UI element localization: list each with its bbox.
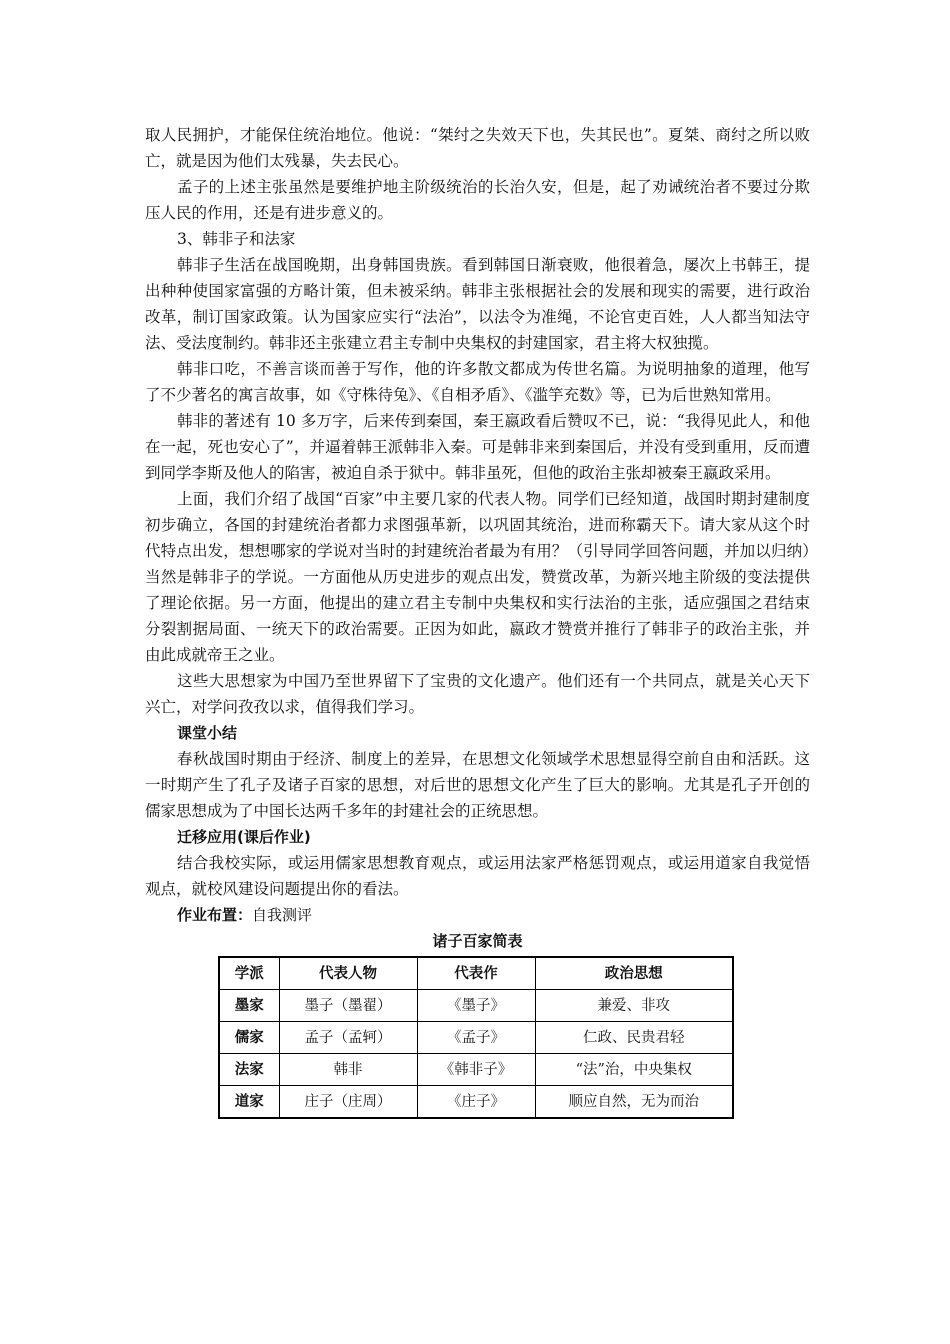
summary-text: 春秋战国时期由于经济、制度上的差异，在思想文化领域学术思想显得空前自由和活跃。这一时期产生了孔子及诸子百家的思想，对后世的思想文化产生了巨大的影响。尤其是孔子开创的儒家思想成为了中国长达两千多年的封建社会的正统思想。 bbox=[145, 750, 810, 820]
header-work: 代表作 bbox=[417, 957, 535, 990]
cell-representative: 庄子（庄周） bbox=[279, 1086, 417, 1119]
header-thought: 政治思想 bbox=[535, 957, 733, 990]
cell-representative: 墨子（墨翟） bbox=[279, 990, 417, 1022]
cell-school: 道家 bbox=[219, 1086, 279, 1119]
application-text: 结合我校实际，或运用儒家思想教育观点，或运用法家严格惩罚观点，或运用道家自我觉悟观点，就校风建设问题提出你的看法。 bbox=[145, 854, 810, 898]
cell-work: 《孟子》 bbox=[417, 1022, 535, 1054]
cell-thought: 仁政、民贵君轻 bbox=[535, 1022, 733, 1054]
paragraph-hanfei-writing: 韩非口吃，不善言谈而善于写作，他的许多散文都成为传世名篇。为说明抽象的道理，他写了不少著名的寓言故事，如《守株待兔》、《自相矛盾》、《滥竽充数》等，已为后世熟知常用。 bbox=[145, 360, 810, 404]
cell-work: 《韩非子》 bbox=[417, 1054, 535, 1086]
document-page bbox=[145, 122, 810, 1119]
table-row bbox=[219, 990, 733, 1022]
paragraph-hanfei-life: 韩非子生活在战国晚期，出身韩国贵族。看到韩国日渐衰败，他很着急，屡次上书韩王，提出种种使国家富强的方略计策，但未被采纳。韩非主张根据社会的发展和现实的需要，进行政治改革，制订国家政策。认为国家应实行“法治”，以法令为准绳，不论官吏百姓，人人都当知法守法、受法度制约。韩非还主张建立君主专制中央集权的封建国家，君主将大权独揽。 bbox=[145, 256, 810, 352]
cell-school: 儒家 bbox=[219, 1022, 279, 1054]
table-row bbox=[219, 1086, 733, 1119]
schools-table bbox=[218, 956, 734, 1119]
cell-work: 《庄子》 bbox=[417, 1086, 535, 1119]
homework-line bbox=[145, 902, 810, 928]
paragraph-hanfei-qin: 韩非的著述有 10 多万字，后来传到秦国，秦王嬴政看后赞叹不已，说：“我得见此人，和他在一起，死也安心了”，并逼着韩王派韩非入秦。可是韩非来到秦国后，并没有受到重用，反而遭到同学李斯及他人的陷害，被迫自杀于狱中。韩非虽死，但他的政治主张却被秦王嬴政采用。 bbox=[145, 412, 810, 482]
cell-thought: 顺应自然，无为而治 bbox=[535, 1086, 733, 1119]
paragraph-meng-continued: 取人民拥护，才能保住统治地位。他说：“桀纣之失效天下也，失其民也”。夏桀、商纣之所以败亡，就是因为他们太残暴，失去民心。 bbox=[145, 126, 810, 170]
summary-heading: 课堂小结 bbox=[177, 724, 238, 742]
cell-thought: “法”治，中央集权 bbox=[535, 1054, 733, 1086]
table-title: 诸子百家简表 bbox=[432, 932, 523, 950]
application-heading: 迁移应用(课后作业) bbox=[177, 828, 311, 846]
table-row bbox=[219, 1022, 733, 1054]
paragraph-legacy: 这些大思想家为中国乃至世界留下了宝贵的文化遗产。他们还有一个共同点，就是关心天下兴亡，对学问孜孜以求，值得我们学习。 bbox=[145, 672, 810, 716]
header-representative: 代表人物 bbox=[279, 957, 417, 990]
homework-text: 自我测评 bbox=[252, 906, 313, 924]
paragraph-discussion: 上面，我们介绍了战国“百家”中主要几家的代表人物。同学们已经知道，战国时期封建制度初步确立，各国的封建统治者都力求图强革新，以巩固其统治，进而称霸天下。请大家从这个时代特点出发，想想哪家的学说对当时的封建统治者最为有用？（引导同学回答问题，并加以归纳）当然是韩非子的学说。一方面他从历史进步的观点出发，赞赏改革，为新兴地主阶级的变法提供了理论依据。另一方面，他提出的建立君主专制中央集权和实行法治的主张，适应强国之君结束分裂割据局面、一统天下的政治需要。正因为如此，嬴政才赞赏并推行了韩非子的政治主张，并由此成就帝王之业。 bbox=[145, 490, 810, 664]
cell-school: 墨家 bbox=[219, 990, 279, 1022]
cell-school: 法家 bbox=[219, 1054, 279, 1086]
paragraph-meng-evaluation: 孟子的上述主张虽然是要维护地主阶级统治的长治久安，但是，起了劝诫统治者不要过分欺压人民的作用，还是有进步意义的。 bbox=[145, 178, 810, 222]
cell-representative: 孟子（孟轲） bbox=[279, 1022, 417, 1054]
cell-representative: 韩非 bbox=[279, 1054, 417, 1086]
section-heading-hanfei: 3、韩非子和法家 bbox=[177, 230, 296, 248]
homework-label: 作业布置： bbox=[177, 906, 253, 924]
table-row bbox=[219, 1054, 733, 1086]
table-header-row bbox=[219, 957, 733, 990]
header-school: 学派 bbox=[219, 957, 279, 990]
cell-thought: 兼爱、非攻 bbox=[535, 990, 733, 1022]
cell-work: 《墨子》 bbox=[417, 990, 535, 1022]
